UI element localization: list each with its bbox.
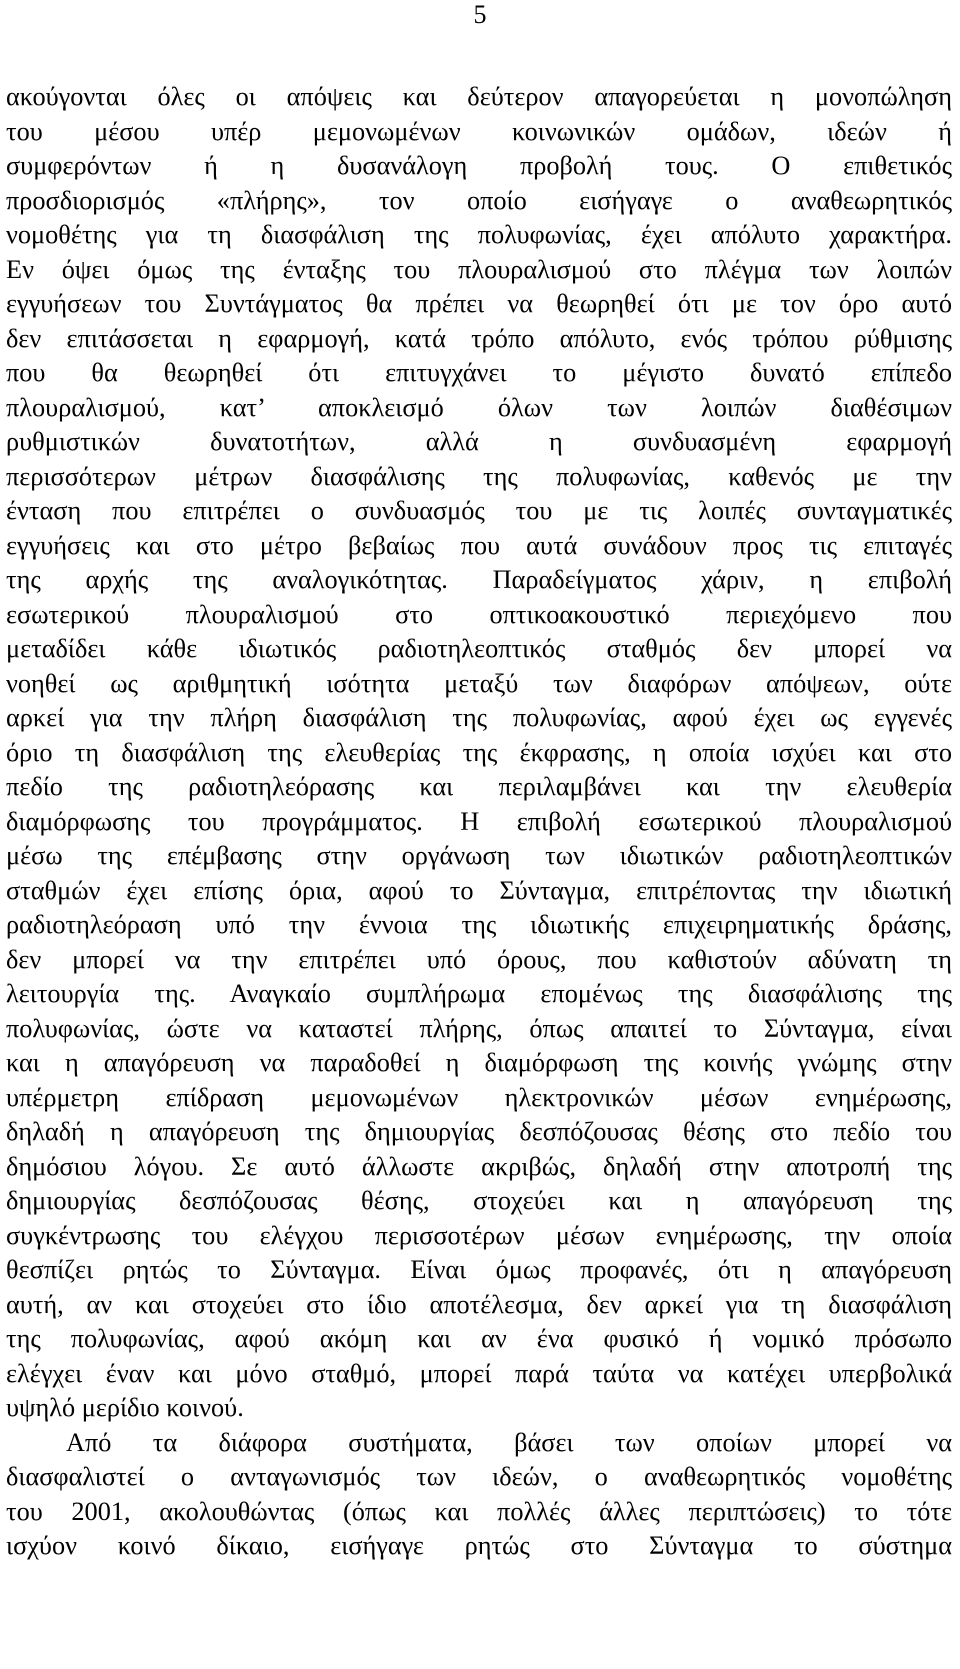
text-line: διαμόρφωσης του προγράμματος. Η επιβολή εσωτερικού πλουραλισμού [6,806,952,836]
text-line: συγκέντρωσης του ελέγχου περισσοτέρων μέσων ενημέρωσης, την οποία [6,1220,952,1250]
text-line: υπέρμετρη επίδραση μεμονωμένων ηλεκτρονικών μέσων ενημέρωσης, [6,1082,952,1112]
text-line: του μέσου υπέρ μεμονωμένων κοινωνικών ομάδων, ιδεών ή [6,116,952,146]
text-line: αυτή, αν και στοχεύει στο ίδιο αποτέλεσμα, δεν αρκεί για τη διασφάλιση [6,1289,952,1319]
text-line: δημόσιου λόγου. Σε αυτό άλλωστε ακριβώς, δηλαδή στην αποτροπή της [6,1151,952,1181]
text-line: Εν όψει όμως της ένταξης του πλουραλισμού στο πλέγμα των λοιπών [6,254,952,284]
text-line: μέσω της επέμβασης στην οργάνωση των ιδιωτικών ραδιοτηλεοπτικών [6,841,952,870]
paragraph-start-line: Από τα διάφορα συστήματα, βάσει των οποίων μπορεί να [66,1427,952,1457]
text-line: δεν επιτάσσεται η εφαρμογή, κατά τρόπο απόλυτο, ενός τρόπου ρύθμισης [6,323,952,353]
text-line: που θα θεωρηθεί ότι επιτυγχάνει το μέγιστο δυνατό επίπεδο [6,358,952,387]
body-text [6,80,952,1564]
text-line: διασφαλιστεί ο ανταγωνισμός των ιδεών, ο αναθεωρητικός νομοθέτης [6,1462,952,1491]
page-number: 5 [473,0,487,29]
text-line: ένταση που επιτρέπει ο συνδυασμός του με τις λοιπές συνταγματικές [6,496,952,525]
text-line: δηλαδή η απαγόρευση της δημιουργίας δεσπόζουσας θέσης στο πεδίο του [6,1117,952,1146]
text-line: θεσπίζει ρητώς το Σύνταγμα. Είναι όμως προφανές, ότι η απαγόρευση [6,1255,952,1284]
text-line: πεδίο της ραδιοτηλεόρασης και περιλαμβάνει και την ελευθερία [6,772,952,801]
text-line: εσωτερικού πλουραλισμού στο οπτικοακουστικό περιεχόμενο που [6,599,952,629]
text-line: ελέγχει έναν και μόνο σταθμό, μπορεί παρά ταύτα να κατέχει υπερβολικά [6,1358,952,1388]
text-line: πλουραλισμού, κατ’ αποκλεισμό όλων των λοιπών διαθέσιμων [6,392,952,422]
text-line: σταθμών έχει επίσης όρια, αφού το Σύνταγμα, επιτρέποντας την ιδιωτική [6,875,952,905]
text-line: της πολυφωνίας, αφού ακόμη και αν ένα φυσικό ή νομικό πρόσωπο [6,1324,952,1353]
paragraph-end-line: υψηλό μερίδιο κοινού. [6,1393,244,1422]
text-line: αρκεί για την πλήρη διασφάλιση της πολυφωνίας, αφού έχει ως εγγενές [6,703,952,732]
text-line: δημιουργίας δεσπόζουσας θέσης, στοχεύει και η απαγόρευση της [6,1186,952,1215]
text-line: νοηθεί ως αριθμητική ισότητα μεταξύ των διαφόρων απόψεων, ούτε [6,668,952,698]
text-line: λειτουργία της. Αναγκαίο συμπλήρωμα επομένως της διασφάλισης της [6,979,952,1008]
text-line: συμφερόντων ή η δυσανάλογη προβολή τους. Ο επιθετικός [6,151,952,180]
text-line: και η απαγόρευση να παραδοθεί η διαμόρφωση της κοινής γνώμης στην [6,1048,952,1077]
text-line: ισχύον κοινό δίκαιο, εισήγαγε ρητώς στο Σύνταγμα το σύστημα [6,1531,952,1560]
text-line: της αρχής της αναλογικότητας. Παραδείγματος χάριν, η επιβολή [6,565,952,594]
text-line: δεν μπορεί να την επιτρέπει υπό όρους, που καθιστούν αδύνατη τη [6,944,952,974]
text-line: νομοθέτης για τη διασφάλιση της πολυφωνίας, έχει απόλυτο χαρακτήρα. [6,220,952,249]
text-line: περισσότερων μέτρων διασφάλισης της πολυφωνίας, καθενός με την [6,461,952,491]
text-line: ραδιοτηλεόραση υπό την έννοια της ιδιωτικής επιχειρηματικής δράσης, [6,910,952,939]
text-line: του 2001, ακολουθώντας (όπως και πολλές άλλες περιπτώσεις) το τότε [6,1496,952,1526]
text-line: πολυφωνίας, ώστε να καταστεί πλήρης, όπως απαιτεί το Σύνταγμα, είναι [6,1013,952,1043]
text-line: προσδιορισμός «πλήρης», τον οποίο εισήγαγε ο αναθεωρητικός [6,185,952,215]
text-line: εγγυήσεων του Συντάγματος θα πρέπει να θεωρηθεί ότι με τον όρο αυτό [6,289,952,318]
text-line: μεταδίδει κάθε ιδιωτικός ραδιοτηλεοπτικός σταθμός δεν μπορεί να [6,634,952,663]
text-line: όριο τη διασφάλιση της ελευθερίας της έκφρασης, η οποία ισχύει και στο [6,737,952,767]
text-line: εγγυήσεις και στο μέτρο βεβαίως που αυτά συνάδουν προς τις επιταγές [6,530,952,560]
text-line: ρυθμιστικών δυνατοτήτων, αλλά η συνδυασμένη εφαρμογή [6,427,952,456]
text-line: ακούγονται όλες οι απόψεις και δεύτερον απαγορεύεται η μονοπώληση [6,82,952,111]
